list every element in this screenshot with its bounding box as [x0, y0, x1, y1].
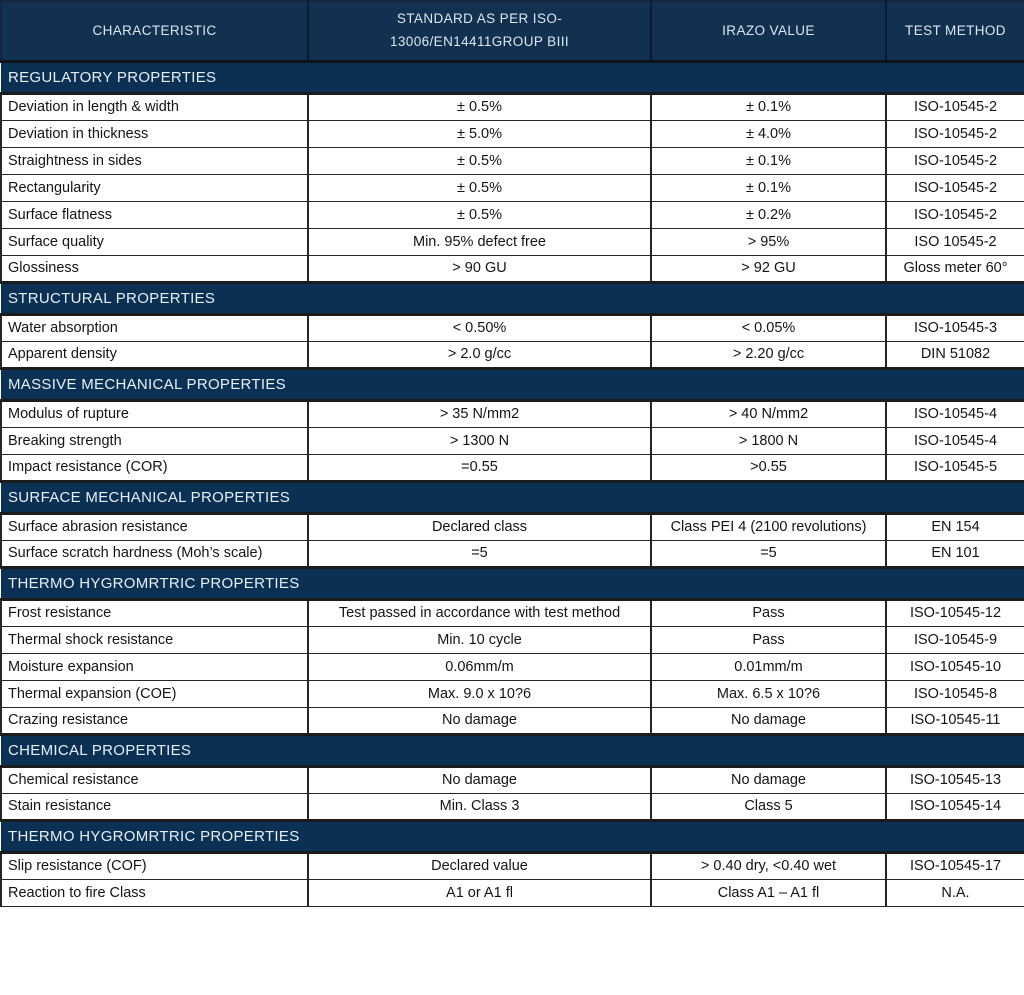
- characteristic-cell: Moisture expansion: [1, 653, 308, 680]
- section-title: MASSIVE MECHANICAL PROPERTIES: [1, 368, 1024, 400]
- table-row: [1, 599, 1024, 626]
- standard-cell: Test passed in accordance with test method: [308, 599, 651, 626]
- table-row: [1, 454, 1024, 481]
- section-row: [1, 820, 1024, 852]
- irazo-cell: Class 5: [651, 793, 886, 820]
- characteristic-cell: Surface quality: [1, 228, 308, 255]
- column-header-line: 13006/EN14411GROUP BIII: [389, 33, 570, 49]
- test-method-cell: ISO-10545-8: [886, 680, 1024, 707]
- section-row: [1, 481, 1024, 513]
- irazo-cell: > 95%: [651, 228, 886, 255]
- standard-cell: No damage: [308, 707, 651, 734]
- table-row: [1, 793, 1024, 820]
- standard-cell: Min. 95% defect free: [308, 228, 651, 255]
- section-row: [1, 567, 1024, 599]
- characteristic-cell: Breaking strength: [1, 427, 308, 454]
- test-method-cell: ISO-10545-4: [886, 400, 1024, 427]
- test-method-cell: ISO-10545-2: [886, 201, 1024, 228]
- table-row: [1, 680, 1024, 707]
- irazo-cell: >0.55: [651, 454, 886, 481]
- section-row: [1, 61, 1024, 93]
- test-method-cell: ISO-10545-3: [886, 314, 1024, 341]
- irazo-cell: =5: [651, 540, 886, 567]
- irazo-cell: No damage: [651, 766, 886, 793]
- characteristic-cell: Slip resistance (COF): [1, 852, 308, 879]
- test-method-cell: DIN 51082: [886, 341, 1024, 368]
- standard-cell: > 35 N/mm2: [308, 400, 651, 427]
- characteristic-cell: Stain resistance: [1, 793, 308, 820]
- table-row: [1, 93, 1024, 120]
- section-title: REGULATORY PROPERTIES: [1, 61, 1024, 93]
- test-method-cell: Gloss meter 60°: [886, 255, 1024, 282]
- section-title: THERMO HYGROMRTRIC PROPERTIES: [1, 567, 1024, 599]
- column-header-test-method: [886, 1, 1024, 61]
- test-method-cell: ISO 10545-2: [886, 228, 1024, 255]
- characteristic-cell: Apparent density: [1, 341, 308, 368]
- test-method-cell: ISO-10545-10: [886, 653, 1024, 680]
- section-row: [1, 368, 1024, 400]
- irazo-cell: Pass: [651, 626, 886, 653]
- characteristic-cell: Straightness in sides: [1, 147, 308, 174]
- irazo-cell: Class A1 – A1 fl: [651, 879, 886, 906]
- test-method-cell: ISO-10545-13: [886, 766, 1024, 793]
- irazo-cell: ± 0.2%: [651, 201, 886, 228]
- column-header-line: STANDARD AS PER ISO-: [396, 11, 563, 27]
- characteristic-cell: Thermal expansion (COE): [1, 680, 308, 707]
- table-row: [1, 626, 1024, 653]
- table-row: [1, 341, 1024, 368]
- characteristic-cell: Surface scratch hardness (Moh’s scale): [1, 540, 308, 567]
- standard-cell: A1 or A1 fl: [308, 879, 651, 906]
- characteristic-cell: Reaction to fire Class: [1, 879, 308, 906]
- section-title: STRUCTURAL PROPERTIES: [1, 282, 1024, 314]
- table-row: [1, 147, 1024, 174]
- section-title: THERMO HYGROMRTRIC PROPERTIES: [1, 820, 1024, 852]
- table-header-row: [1, 1, 1024, 61]
- irazo-cell: > 2.20 g/cc: [651, 341, 886, 368]
- table-header: [1, 1, 1024, 61]
- test-method-cell: ISO-10545-4: [886, 427, 1024, 454]
- column-header-line: CHARACTERISTIC: [92, 22, 217, 38]
- table-row: [1, 427, 1024, 454]
- table-row: [1, 174, 1024, 201]
- table-row: [1, 852, 1024, 879]
- standard-cell: > 2.0 g/cc: [308, 341, 651, 368]
- irazo-cell: ± 4.0%: [651, 120, 886, 147]
- standard-cell: ± 0.5%: [308, 174, 651, 201]
- standard-cell: No damage: [308, 766, 651, 793]
- test-method-cell: ISO-10545-2: [886, 120, 1024, 147]
- test-method-cell: ISO-10545-9: [886, 626, 1024, 653]
- test-method-cell: ISO-10545-17: [886, 852, 1024, 879]
- table-row: [1, 653, 1024, 680]
- table-row: [1, 707, 1024, 734]
- column-header-line: IRAZO VALUE: [722, 22, 815, 38]
- irazo-cell: ± 0.1%: [651, 93, 886, 120]
- table-row: [1, 766, 1024, 793]
- test-method-cell: N.A.: [886, 879, 1024, 906]
- table-row: [1, 540, 1024, 567]
- section-title: SURFACE MECHANICAL PROPERTIES: [1, 481, 1024, 513]
- irazo-cell: > 40 N/mm2: [651, 400, 886, 427]
- test-method-cell: ISO-10545-5: [886, 454, 1024, 481]
- test-method-cell: ISO-10545-2: [886, 93, 1024, 120]
- standard-cell: Declared class: [308, 513, 651, 540]
- column-header-line: TEST METHOD: [905, 22, 1006, 38]
- standard-cell: ± 0.5%: [308, 201, 651, 228]
- table-body: [1, 61, 1024, 906]
- column-header-standard: [308, 1, 651, 61]
- test-method-cell: ISO-10545-11: [886, 707, 1024, 734]
- standard-cell: ± 5.0%: [308, 120, 651, 147]
- test-method-cell: ISO-10545-14: [886, 793, 1024, 820]
- section-title: CHEMICAL PROPERTIES: [1, 734, 1024, 766]
- irazo-cell: > 1800 N: [651, 427, 886, 454]
- characteristic-cell: Glossiness: [1, 255, 308, 282]
- irazo-cell: Max. 6.5 x 10?6: [651, 680, 886, 707]
- characteristic-cell: Impact resistance (COR): [1, 454, 308, 481]
- irazo-cell: Pass: [651, 599, 886, 626]
- test-method-cell: ISO-10545-2: [886, 174, 1024, 201]
- section-row: [1, 734, 1024, 766]
- characteristic-cell: Surface flatness: [1, 201, 308, 228]
- standard-cell: > 1300 N: [308, 427, 651, 454]
- characteristic-cell: Chemical resistance: [1, 766, 308, 793]
- standard-cell: Declared value: [308, 852, 651, 879]
- characteristic-cell: Crazing resistance: [1, 707, 308, 734]
- table-row: [1, 228, 1024, 255]
- characteristic-cell: Rectangularity: [1, 174, 308, 201]
- test-method-cell: EN 154: [886, 513, 1024, 540]
- characteristic-cell: Water absorption: [1, 314, 308, 341]
- table-row: [1, 513, 1024, 540]
- standard-cell: Max. 9.0 x 10?6: [308, 680, 651, 707]
- standard-cell: ± 0.5%: [308, 147, 651, 174]
- table-row: [1, 314, 1024, 341]
- table-row: [1, 255, 1024, 282]
- characteristic-cell: Deviation in thickness: [1, 120, 308, 147]
- test-method-cell: ISO-10545-2: [886, 147, 1024, 174]
- column-header-characteristic: [1, 1, 308, 61]
- characteristic-cell: Surface abrasion resistance: [1, 513, 308, 540]
- characteristic-cell: Frost resistance: [1, 599, 308, 626]
- characteristic-cell: Thermal shock resistance: [1, 626, 308, 653]
- irazo-cell: < 0.05%: [651, 314, 886, 341]
- irazo-cell: > 0.40 dry, <0.40 wet: [651, 852, 886, 879]
- irazo-cell: No damage: [651, 707, 886, 734]
- standard-cell: ± 0.5%: [308, 93, 651, 120]
- column-header-irazo-value: [651, 1, 886, 61]
- irazo-cell: ± 0.1%: [651, 147, 886, 174]
- standard-cell: =5: [308, 540, 651, 567]
- table-row: [1, 400, 1024, 427]
- table-row: [1, 201, 1024, 228]
- standard-cell: 0.06mm/m: [308, 653, 651, 680]
- irazo-cell: Class PEI 4 (2100 revolutions): [651, 513, 886, 540]
- table-row: [1, 120, 1024, 147]
- characteristic-cell: Modulus of rupture: [1, 400, 308, 427]
- test-method-cell: EN 101: [886, 540, 1024, 567]
- section-row: [1, 282, 1024, 314]
- irazo-cell: ± 0.1%: [651, 174, 886, 201]
- standard-cell: > 90 GU: [308, 255, 651, 282]
- table-row: [1, 879, 1024, 906]
- standard-cell: Min. 10 cycle: [308, 626, 651, 653]
- standard-cell: =0.55: [308, 454, 651, 481]
- irazo-cell: > 92 GU: [651, 255, 886, 282]
- test-method-cell: ISO-10545-12: [886, 599, 1024, 626]
- characteristic-cell: Deviation in length & width: [1, 93, 308, 120]
- standard-cell: Min. Class 3: [308, 793, 651, 820]
- irazo-cell: 0.01mm/m: [651, 653, 886, 680]
- standard-cell: < 0.50%: [308, 314, 651, 341]
